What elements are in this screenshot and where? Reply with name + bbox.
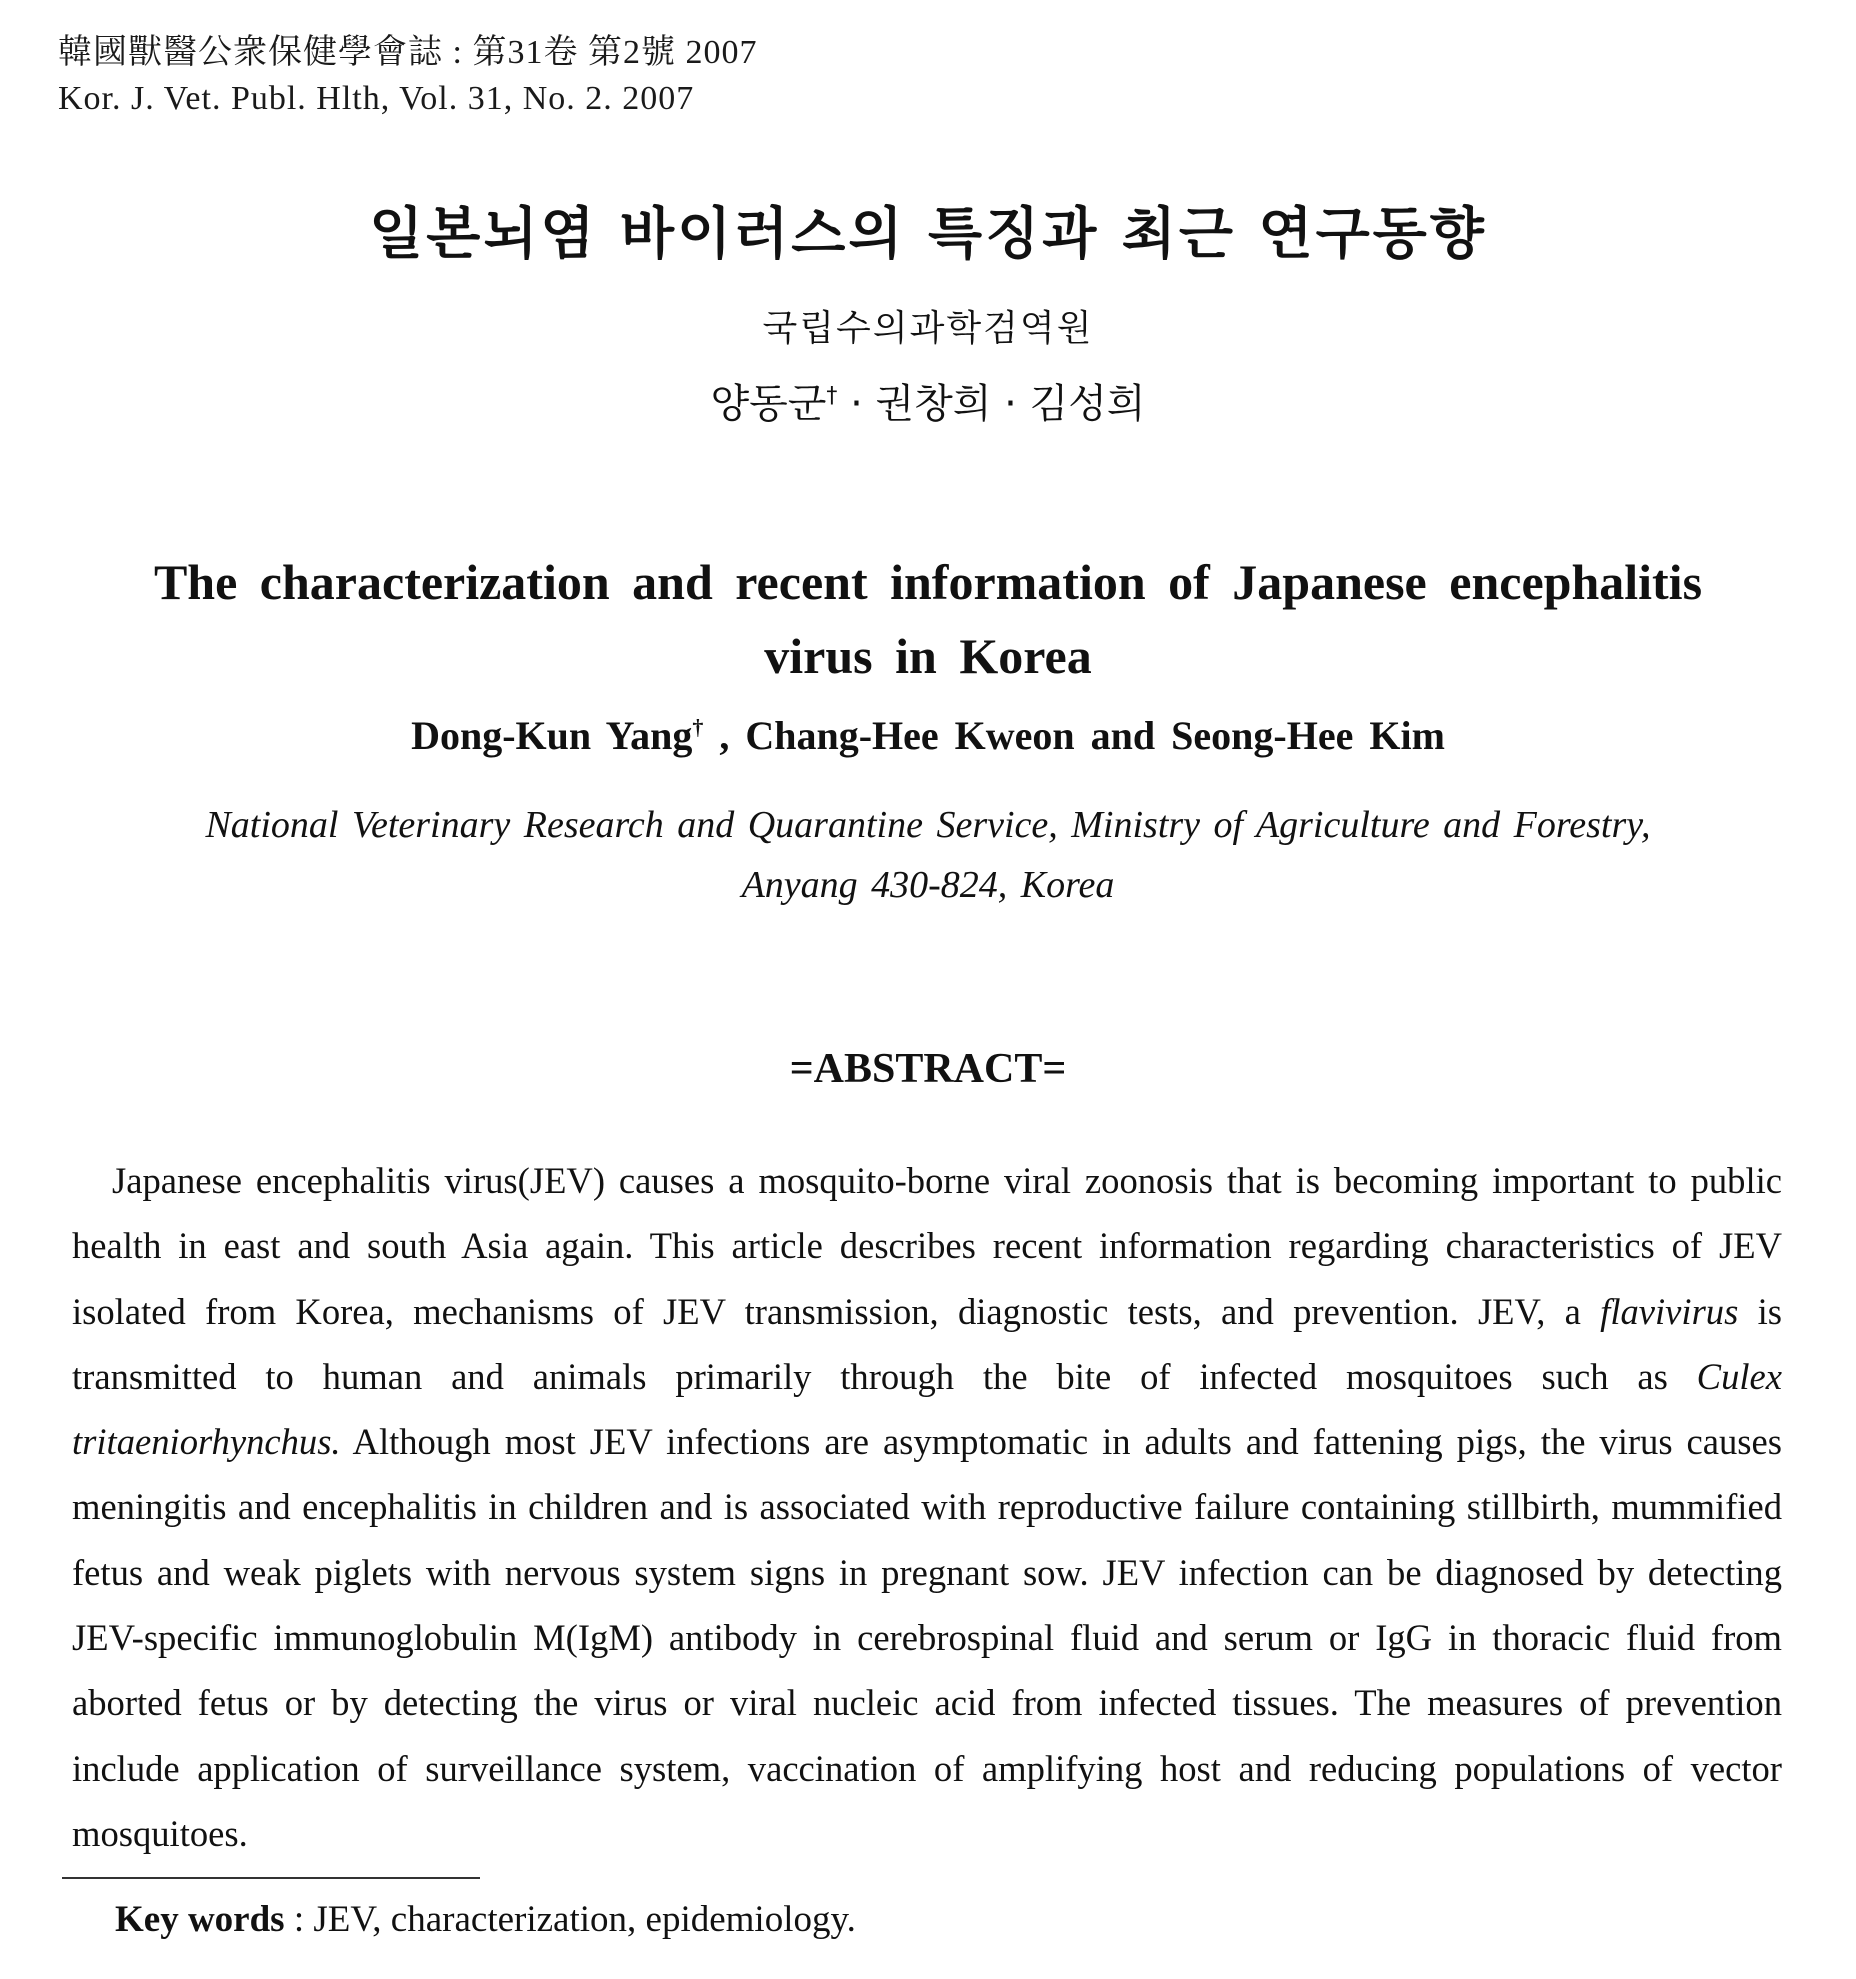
abstract-italic-flavivirus: flavivirus: [1600, 1290, 1739, 1332]
abstract-body: [72, 1148, 1782, 1866]
keywords: [115, 1898, 856, 1941]
abstract-text-2: is transmitted to human and animals primarily through the bite of infected mosquitoes such as: [72, 1290, 1782, 1397]
english-affiliation-line-2: Anyang 430-824, Korea: [741, 864, 1115, 906]
korean-author-1: 양동군: [710, 381, 827, 427]
keywords-label: Key words: [115, 1899, 285, 1940]
keywords-separator: :: [284, 1899, 314, 1940]
english-title: The characterization and recent information of Japanese encephalitis virus in Korea: [153, 554, 1703, 684]
english-affiliation: [100, 795, 1756, 915]
english-authors: [0, 712, 1856, 759]
abstract-text-1: Japanese encephalitis virus(JEV) causes a mosquito-borne viral zoonosis that is becoming important to public health in east and south Asia again. This article describes recent information regarding characteristics of JEV isolated from Korea, mechanisms of JEV transmission, diagnostic tests, and prevention. JEV, a: [72, 1160, 1782, 1332]
korean-affiliation: 국립수의과학검역원: [762, 308, 1094, 349]
korean-title: 일본뇌염 바이러스의 특징과 최근 연구동향: [369, 202, 1487, 267]
abstract-heading: =ABSTRACT=: [789, 1046, 1067, 1092]
journal-header: [58, 30, 757, 122]
abstract-italic-culex: Culex tritaeniorhynchus.: [72, 1355, 1782, 1463]
keywords-value: JEV, characterization, epidemiology.: [313, 1899, 856, 1940]
english-authors-rest: , Chang-Hee Kweon and Seong-Hee Kim: [703, 713, 1445, 758]
journal-header-english: Kor. J. Vet. Publ. Hlth, Vol. 31, No. 2. 2007: [58, 80, 695, 117]
english-author-1: Dong-Kun Yang: [411, 713, 693, 758]
corresponding-author-mark: †: [692, 714, 704, 740]
corresponding-author-mark: †: [826, 383, 838, 409]
journal-header-korean: 韓國獸醫公衆保健學會誌 : 第31卷 第2號 2007: [58, 34, 758, 71]
korean-authors: [0, 372, 1856, 429]
footnote-divider: [62, 1877, 480, 1879]
korean-authors-rest: · 권창희 · 김성희: [837, 381, 1146, 427]
english-affiliation-line-1: National Veterinary Research and Quarantine Service, Ministry of Agriculture and Forestry,: [205, 804, 1651, 846]
abstract-text-3: Although most JEV infections are asymptomatic in adults and fattening pigs, the virus causes meningitis and encephalitis in children and is associated with reproductive failure containing stillbirth, mummified fetus and weak piglets with nervous system signs in pregnant sow. JEV infection can be diagnosed by detecting JEV-specific immunoglobulin M(IgM) antibody in cerebrospinal fluid and serum or IgG in thoracic fluid from aborted fetus or by detecting the virus or viral nucleic acid from infected tissues. The measures of prevention include application of surveillance system, vaccination of amplifying host and reducing populations of vector mosquitoes.: [72, 1421, 1782, 1854]
